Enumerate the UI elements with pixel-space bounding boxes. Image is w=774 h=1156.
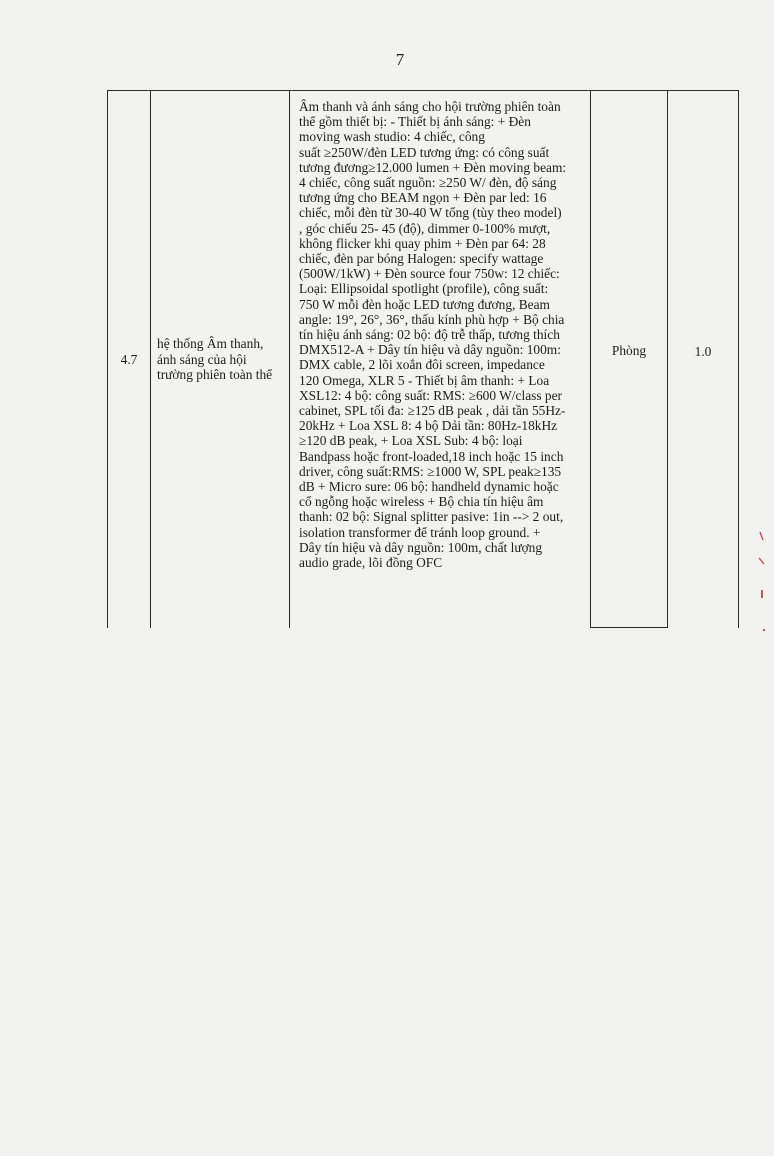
item-unit: Phòng	[611, 343, 647, 359]
item-description-cell	[290, 91, 591, 628]
item-number-cell	[108, 91, 151, 628]
item-number: 4.7	[120, 351, 138, 367]
item-name-cell	[151, 91, 290, 628]
item-quantity-cell	[668, 91, 739, 628]
table-row	[108, 91, 739, 628]
margin-scan-marks	[756, 520, 768, 640]
item-quantity: 1.0	[694, 343, 712, 359]
page-number: 7	[395, 50, 405, 69]
item-description: Âm thanh và ánh sáng cho hội trường phiên toàn thể gồm thiết bị: - Thiết bị ánh sáng: + Đèn moving wash studio: 4 chiếc, công suất ≥250W/đèn LED tương ứng: có công suất tương đương≥12.000 lumen + Đèn moving beam: 4 chiếc, công suất nguồn: ≥250 W/ đèn, độ sáng tương ứng cho BEAM ngọn + Đèn par led: 16 chiếc, mỗi đèn từ 30-40 W tổng (tùy theo model) , góc chiếu 25- 45 (độ), dimmer 0-100% mượt, không flicker khi quay phim + Đèn par 64: 28 chiếc, đèn par bóng Halogen: specify wattage (500W/1kW) + Đèn source four 750w: 12 chiếc: Loại: Ellipsoidal spotlight (profile), công suất: 750 W mỗi đèn hoặc LED tương đương, Beam angle: 19°, 26°, 36°, thấu kính phù hợp + Bộ chia tín hiệu ánh sáng: 02 bộ: độ trễ thấp, tương thích DMX512-A + Dây tín hiệu và dây nguồn: 100m: DMX cable, 2 lõi xoắn đôi screen, impedance 120 Omega, XLR 5 - Thiết bị âm thanh: + Loa XSL12: 4 bộ: công suất: RMS: ≥600 W/class per cabinet, SPL tối đa: ≥125 dB peak , dải tần 55Hz- 20kHz + Loa XSL 8: 4 bộ Dải tần: 80Hz-18kHz ≥120 dB peak, + Loa XSL Sub: 4 bộ: loại Bandpass hoặc front-loaded,18 inch hoặc 15 inch driver, công suất:RMS: ≥1000 W, SPL peak≥135 dB + Micro sure: 06 bộ: handheld dynamic hoặc cổ ngỗng hoặc wireless + Bộ chia tín hiệu âm thanh: 02 bộ: Signal splitter pasive: 1in --> 2 out, isolation transformer để tránh loop ground. + Dây tín hiệu và dây nguồn: 100m, chất lượng audio grade, lõi đồng OFC	[299, 99, 567, 571]
item-unit-cell	[591, 91, 668, 628]
spec-table	[107, 90, 739, 628]
item-name: hệ thống Âm thanh, ánh sáng của hội trường phiên toàn thể	[157, 336, 273, 382]
